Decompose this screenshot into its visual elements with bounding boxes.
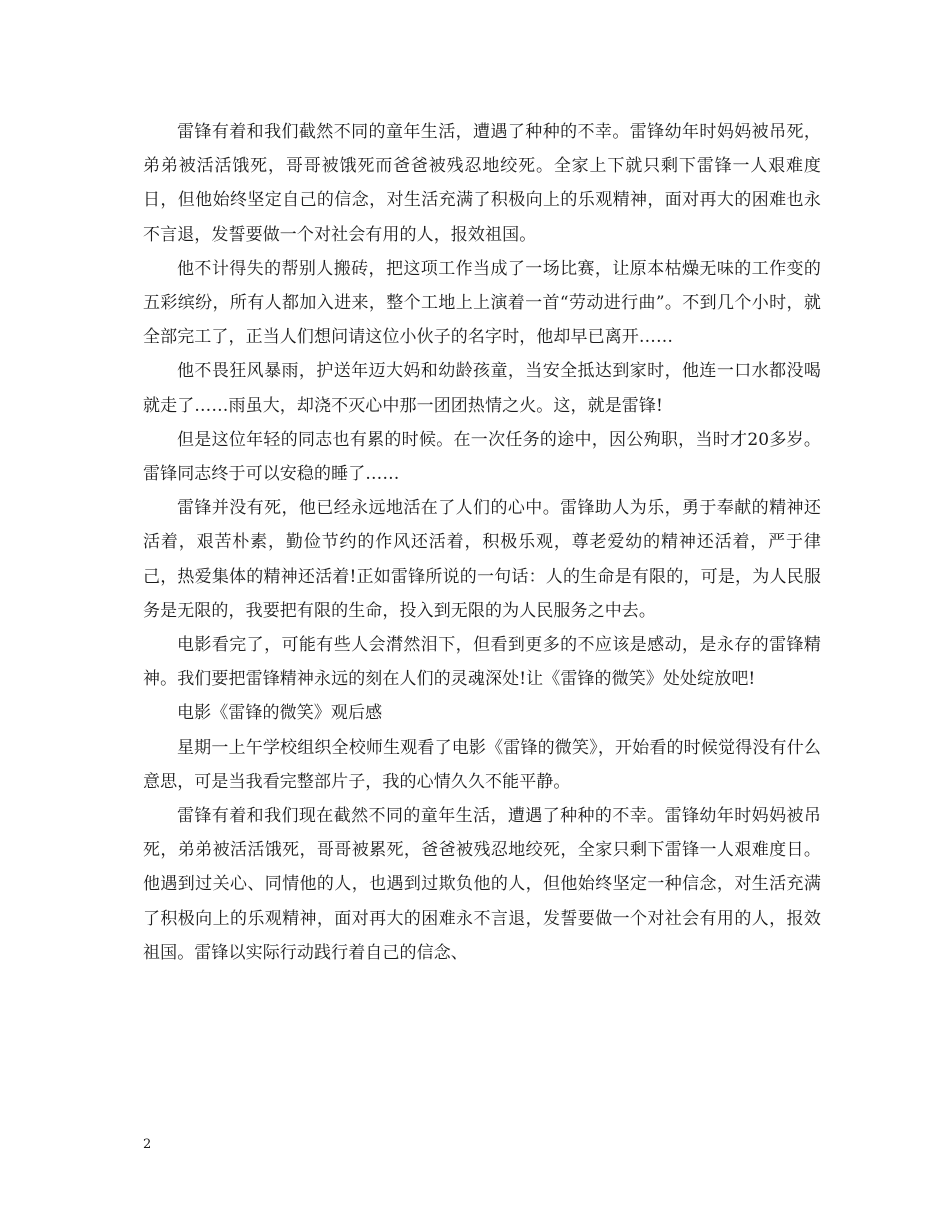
page-number: 2 xyxy=(143,1137,152,1152)
paragraph-childhood-retold: 雷锋有着和我们现在截然不同的童年生活，遭遇了种种的不幸。雷锋幼年时妈妈被吊死，弟弟被活活饿死，哥哥被累死，爸爸被残忍地绞死，全家只剩下雷锋一人艰难度日。他遇到过关心、同情他的人，也遇到过欺负他的人，但他始终坚定一种信念，对生活充满了积极向上的乐观精神，面对再大的困难永不言退，发誓要做一个对社会有用的人，报效祖国。雷锋以实际行动践行着自己的信念、 xyxy=(143,806,821,963)
paragraph-duty-death: 但是这位年轻的同志也有累的时候。在一次任务的途中，因公殉职，当时才20多岁。雷锋同志终于可以安稳的睡了…… xyxy=(143,429,821,485)
paragraph-storm-escort: 他不畏狂风暴雨，护送年迈大妈和幼龄孩童，当安全抵达到家时，他连一口水都没喝就走了……雨虽大，却浇不灭心中那一团团热情之火。这，就是雷锋! xyxy=(143,361,821,416)
paragraph-spirit-lives: 雷锋并没有死，他已经永远地活在了人们的心中。雷锋助人为乐，勇于奉献的精神还活着，艰苦朴素，勤俭节约的作风还活着，积极乐观，尊老爱幼的精神还活着，严于律己，热爱集体的精神还活着!正如雷锋所说的一句话：人的生命是有限的，可是，为人民服务是无限的，我要把有限的生命，投入到无限的为人民服务之中去。 xyxy=(143,498,821,621)
paragraph-childhood: 雷锋有着和我们截然不同的童年生活，遭遇了种种的不幸。雷锋幼年时妈妈被吊死，弟弟被活活饿死，哥哥被饿死而爸爸被残忍地绞死。全家上下就只剩下雷锋一人艰难度日，但他始终坚定自己的信念，对生活充满了积极向上的乐观精神，面对再大的困难也永不言退，发誓要做一个对社会有用的人，报效祖国。 xyxy=(143,122,821,245)
document-body xyxy=(143,115,821,970)
section-heading: 电影《雷锋的微笑》观后感 xyxy=(177,703,383,724)
paragraph-moving-bricks: 他不计得失的帮别人搬砖，把这项工作当成了一场比赛，让原本枯燥无味的工作变的五彩缤纷，所有人都加入进来，整个工地上上演着一首“劳动进行曲”。不到几个小时，就全部完工了，正当人们想问请这位小伙子的名字时，他却早已离开…… xyxy=(143,258,821,348)
paragraph-movie-ended: 电影看完了，可能有些人会潸然泪下，但看到更多的不应该是感动，是永存的雷锋精神。我们要把雷锋精神永远的刻在人们的灵魂深处!让《雷锋的微笑》处处绽放吧! xyxy=(143,635,821,690)
paragraph-school-viewing: 星期一上午学校组织全校师生观看了电影《雷锋的微笑》，开始看的时候觉得没有什么意思，可是当我看完整部片子，我的心情久久不能平静。 xyxy=(143,737,821,792)
